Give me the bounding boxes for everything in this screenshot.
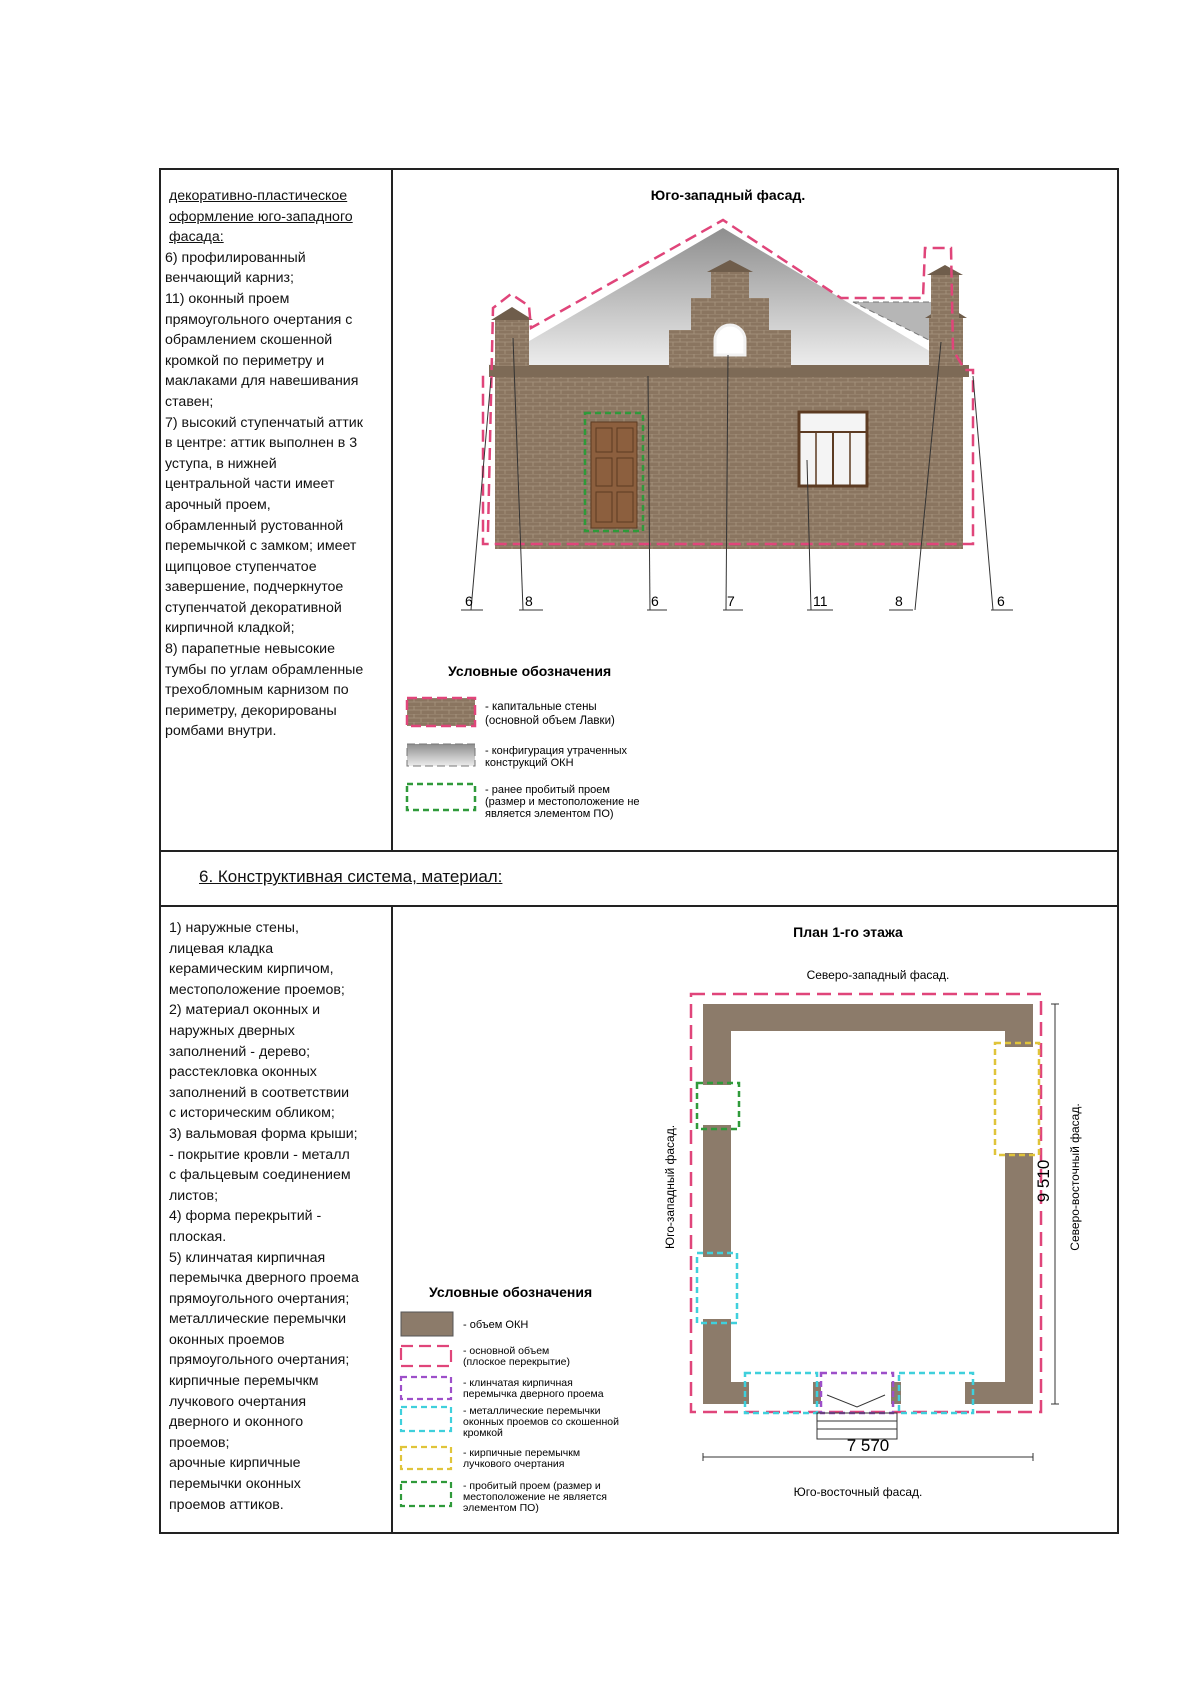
upper-description-line: ромбами внутри.: [165, 723, 277, 740]
lower-description-line: проемов аттиков.: [169, 1496, 284, 1513]
upper-description-line: уступа, в нижней: [165, 455, 277, 472]
upper-description-line: венчающий карниз;: [165, 270, 294, 287]
lower-legend-3-line1: - клинчатая кирпичная: [463, 1377, 573, 1389]
lower-description-line: местоположение проемов;: [169, 981, 345, 998]
left-pedestal: [495, 320, 529, 366]
lower-description-line: заполнений в соответствии: [169, 1084, 350, 1101]
north-east-facade-label: Северо-восточный фасад.: [1068, 1103, 1082, 1251]
north-west-facade-label: Северо-западный фасад.: [806, 968, 950, 982]
callout-6-right: 6: [997, 593, 1005, 609]
upper-description-line: щипцовое ступенчатое: [165, 558, 317, 575]
dimension-height: 9 510: [1034, 1159, 1053, 1203]
upper-description-line: центральной части имеет: [165, 476, 335, 493]
upper-legend-3-line3: является элементом ПО): [485, 808, 614, 820]
upper-description-lines: [165, 248, 391, 742]
document-frame: [159, 168, 1119, 1534]
upper-description-line: кромкой по периметру и: [165, 352, 325, 369]
upper-description-line: в центре: аттик выполнен в 3: [165, 435, 358, 452]
lower-description-line: плоская.: [169, 1228, 227, 1245]
lower-legend-6-line3: элементом ПО): [463, 1502, 539, 1514]
south-east-facade-label: Юго-восточный фасад.: [793, 1485, 923, 1499]
upper-description-line: завершение, подчеркнутое: [165, 579, 344, 596]
lower-description-line: 2) материал оконных и: [169, 1002, 321, 1019]
legend-swatch-okn: [401, 1312, 453, 1336]
upper-description-line: перемычкой с замком; имеет: [165, 538, 357, 555]
lower-legend-5-line2: лучкового очертания: [463, 1458, 565, 1470]
lower-description-line: прямоугольного очертания;: [169, 1290, 350, 1307]
attic-arch-window: [715, 325, 745, 355]
lower-legend-2-line2: (плоское перекрытие): [463, 1356, 571, 1368]
lower-description-line: 1) наружные стены,: [169, 920, 299, 936]
lower-legend-title: Условные обозначения: [429, 1284, 593, 1300]
upper-description-line: ступенчатой декоративной: [165, 599, 342, 616]
upper-row-bottom-line: [161, 850, 1117, 852]
upper-description-line: прямоугольного очертания с: [165, 311, 353, 328]
lower-description-lines: [169, 918, 391, 1515]
upper-legend-title: Условные обозначения: [448, 663, 612, 679]
lower-legend-4-line3: кромкой: [463, 1427, 503, 1439]
upper-legend-1-line1: - капитальные стены: [485, 701, 597, 713]
okn-walls: [703, 1004, 1033, 1404]
lower-description-line: 3) вальмовая форма крыши;: [169, 1125, 358, 1142]
lower-description-line: металлические перемычки: [169, 1311, 347, 1328]
legend-swatch-punched-opening: [407, 784, 475, 810]
lower-description-line: наружных дверных: [169, 1022, 295, 1039]
lower-description-line: перемычки оконных: [169, 1476, 301, 1493]
upper-legend-2-line1: - конфигурация утраченных: [485, 745, 628, 757]
callout-6-left: 6: [465, 593, 473, 609]
legend-swatch-capital-walls: [407, 698, 475, 726]
lower-legend-1-line1: - объем ОКН: [463, 1319, 529, 1331]
upper-legend-2-line2: конструкций ОКН: [485, 757, 574, 769]
dimension-width: 7 570: [846, 1436, 890, 1455]
south-west-facade-label: Юго-западный фасад.: [663, 1124, 677, 1250]
south-west-facade-drawing: [393, 170, 1117, 850]
upper-legend-3-line2: (размер и местоположение не: [485, 796, 640, 808]
lower-description-line: с фальцевым соединением: [169, 1167, 351, 1184]
callout-11: 11: [813, 593, 828, 609]
callout-8-right: 8: [895, 593, 903, 609]
upper-description-line: маклаками для навешивания: [165, 373, 359, 390]
lower-legend-4-line2: оконных проемов со скошенной: [463, 1416, 619, 1428]
right-chimney: [931, 275, 959, 320]
upper-legend-1-line2: (основной объем Лавки): [485, 715, 615, 727]
lower-description-line: расстекловка оконных: [169, 1064, 317, 1081]
upper-description-line: обрамлением скошенной: [165, 332, 333, 349]
upper-description-line: арочный проем,: [165, 496, 271, 513]
lower-description-line: кирпичные перемычкм: [169, 1373, 319, 1390]
lower-description-line: арочные кирпичные: [169, 1455, 301, 1472]
facade-title: Юго-западный фасад.: [650, 187, 806, 203]
lower-description-line: листов;: [169, 1187, 219, 1204]
upper-description-line: 8) парапетные невысокие: [165, 641, 336, 658]
lower-description-line: лицевая кладка: [169, 940, 274, 957]
callout-6-mid: 6: [651, 593, 659, 609]
upper-heading: декоративно-пластическое оформление юго-западного фасада:: [169, 188, 353, 246]
lower-legend-3-line2: перемычка дверного проема: [463, 1388, 604, 1400]
upper-description-line: 11) оконный проем: [165, 290, 290, 307]
section-title: 6. Конструктивная система, материал:: [199, 867, 503, 886]
lower-description-line: перемычка дверного проема: [169, 1270, 359, 1287]
lower-description-line: заполнений - дерево;: [169, 1043, 311, 1060]
upper-description-line: кирпичной кладкой;: [165, 620, 295, 637]
legend-swatch-segmental-lintel: [401, 1447, 451, 1469]
lower-legend-4-line1: - металлические перемычки: [463, 1405, 601, 1417]
upper-description-line: 6) профилированный: [165, 249, 306, 266]
legend-swatch-punched-opening-plan: [401, 1482, 451, 1506]
upper-description-line: обрамленный рустованной: [165, 517, 344, 534]
upper-description-line: трехобломным карнизом по: [165, 682, 349, 699]
upper-description-line: 7) высокий ступенчатый аттик: [165, 414, 363, 431]
lower-description-line: оконных проемов: [169, 1331, 285, 1348]
upper-description-line: периметру, декорированы: [165, 702, 337, 719]
legend-swatch-metal-lintel: [401, 1407, 451, 1431]
upper-description-line: тумбы по углам обрамленные: [165, 661, 364, 678]
lower-description-line: - покрытие кровли - металл: [169, 1146, 350, 1163]
legend-swatch-lost-constructions: [407, 744, 475, 766]
lower-description-line: 4) форма перекрытий -: [169, 1208, 322, 1225]
plan-title: План 1-го этажа: [793, 924, 903, 940]
first-floor-plan-drawing: [393, 907, 1117, 1532]
upper-description: [165, 186, 391, 742]
lower-description-line: лучкового очертания: [169, 1393, 307, 1410]
lower-description-line: дверного и оконного: [169, 1414, 304, 1431]
callout-7: 7: [727, 593, 735, 609]
lower-description: [169, 918, 391, 1515]
door: [591, 422, 637, 528]
lower-description-line: прямоугольного очертания;: [169, 1352, 350, 1369]
lower-legend-5-line1: - кирпичные перемычкм: [463, 1447, 581, 1459]
main-volume-outline: [691, 994, 1041, 1412]
legend-swatch-main-volume: [401, 1346, 451, 1366]
lower-description-line: 5) клинчатая кирпичная: [169, 1249, 326, 1266]
attic-top: [711, 272, 749, 300]
lower-description-line: с историческим обликом;: [169, 1105, 335, 1122]
legend-swatch-wedge-lintel: [401, 1377, 451, 1399]
upper-legend-3-line1: - ранее пробитый проем: [485, 784, 610, 796]
upper-description-line: ставен;: [165, 393, 214, 410]
callout-8-left: 8: [525, 593, 533, 609]
lower-legend-6-line1: - пробитый проем (размер и: [463, 1480, 601, 1492]
lower-description-line: керамическим кирпичом,: [169, 961, 334, 978]
lower-legend-2-line1: - основной объем: [463, 1345, 550, 1357]
main-wall: [495, 377, 963, 549]
lower-legend-6-line2: местоположение не является: [463, 1491, 607, 1503]
lower-description-line: проемов;: [169, 1434, 230, 1451]
